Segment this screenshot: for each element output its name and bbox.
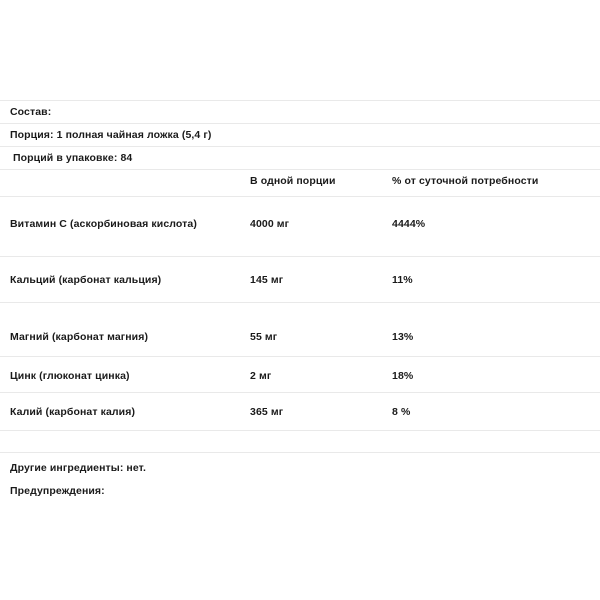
separator-after-row-1 [0, 256, 600, 257]
table-row [0, 217, 600, 231]
separator-after-row-5 [0, 430, 600, 431]
separator-after-composition [0, 123, 600, 124]
nutrient-name: Магний (карбонат магния) [10, 331, 149, 343]
servings-per-container-text: Порций в упаковке: 84 [13, 152, 133, 164]
other-ingredients-text: Другие ингредиенты: нет. [10, 462, 147, 474]
separator-top [0, 100, 600, 101]
table-header-row [0, 174, 600, 188]
separator-after-row-3 [0, 356, 600, 357]
separator-after-serving-size [0, 146, 600, 147]
column-header-amount-per-serving: В одной порции [250, 175, 336, 187]
nutrient-amount: 145 мг [250, 274, 284, 286]
nutrient-amount: 4000 мг [250, 218, 290, 230]
servings-per-container-row [0, 151, 600, 165]
composition-row [0, 105, 600, 119]
nutrient-amount: 55 мг [250, 331, 278, 343]
table-row [0, 273, 600, 287]
warnings-label: Предупреждения: [10, 485, 105, 497]
separator-after-servings [0, 169, 600, 170]
nutrient-daily-value: 4444% [392, 218, 426, 230]
nutrient-daily-value: 8 % [392, 406, 411, 418]
nutrient-amount: 365 мг [250, 406, 284, 418]
nutrient-name: Калий (карбонат калия) [10, 406, 136, 418]
nutrient-daily-value: 13% [392, 331, 414, 343]
nutrient-name: Цинк (глюконат цинка) [10, 370, 130, 382]
separator-after-row-2 [0, 302, 600, 303]
composition-label: Состав: [10, 106, 52, 118]
column-header-percent-daily-value: % от суточной потребности [392, 175, 539, 187]
separator-after-column-headers [0, 196, 600, 197]
table-row [0, 330, 600, 344]
separator-after-row-4 [0, 392, 600, 393]
serving-size-row [0, 128, 600, 142]
nutrient-daily-value: 11% [392, 274, 413, 286]
nutrient-name: Кальций (карбонат кальция) [10, 274, 162, 286]
nutrient-amount: 2 мг [250, 370, 272, 382]
nutrient-name: Витамин С (аскорбиновая кислота) [10, 218, 197, 230]
table-row [0, 405, 600, 419]
serving-size-text: Порция: 1 полная чайная ложка (5,4 г) [10, 129, 212, 141]
nutrient-daily-value: 18% [392, 370, 414, 382]
separator-before-footer [0, 452, 600, 453]
table-row [0, 369, 600, 383]
